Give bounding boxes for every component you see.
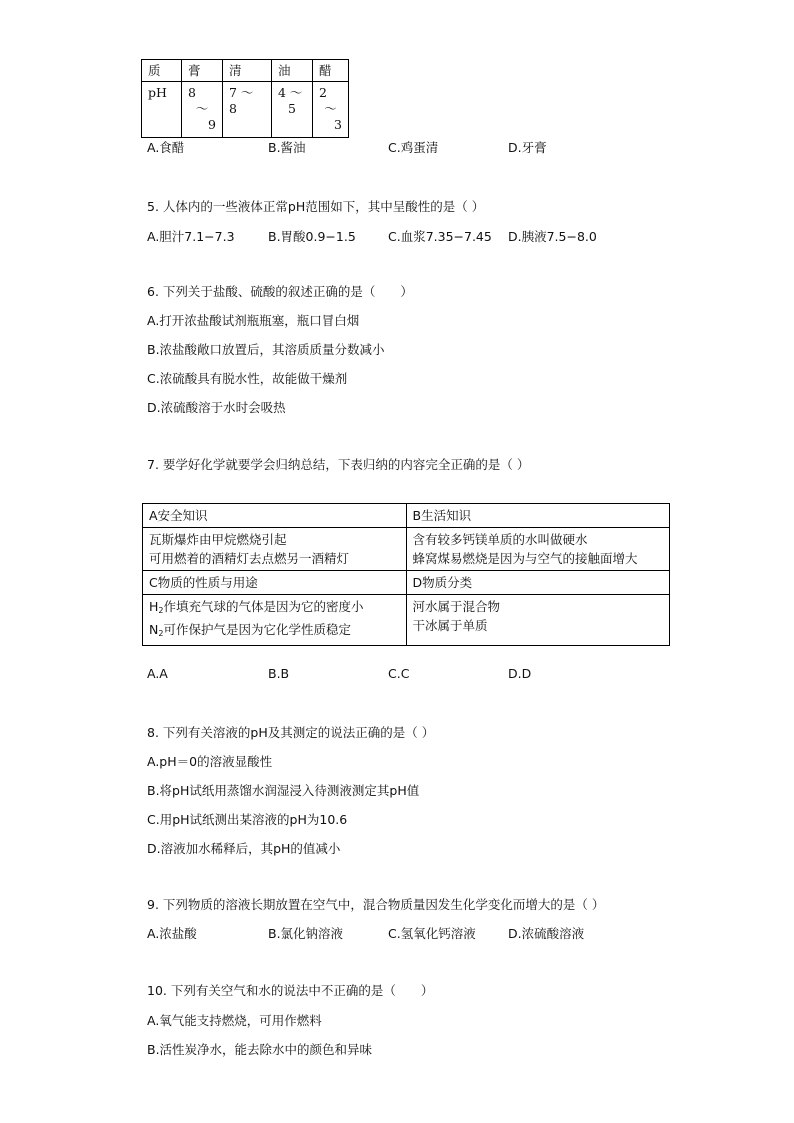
q9-option-b[interactable]: B.氯化钠溶液 (268, 926, 344, 941)
q7-cell-b-body: 含有较多钙镁单质的水叫做硬水 蜂窝煤易燃烧是因为与空气的接触面增大 (406, 528, 670, 571)
q5-option-a[interactable]: A.胆汁7.1−7.3 (147, 229, 235, 244)
ph-table-cell: 4 ～ 5 (272, 82, 313, 138)
q8-stem: 8. 下列有关溶液的pH及其测定的说法正确的是（ ） (147, 725, 435, 740)
ph-table-header: 质 (142, 60, 182, 82)
q5-option-c[interactable]: C.血浆7.35−7.45 (388, 229, 492, 244)
q8-option-a[interactable]: A.pH＝0的溶液显酸性 (147, 754, 273, 769)
q7-option-c[interactable]: C.C (388, 666, 410, 681)
q8-option-b[interactable]: B.将pH试纸用蒸馏水润湿浸入待测液测定其pH值 (147, 783, 420, 798)
q7-option-d[interactable]: D.D (508, 666, 532, 681)
q10-option-a[interactable]: A.氧气能支持燃烧，可用作燃料 (147, 1013, 322, 1028)
q7-option-b[interactable]: B.B (268, 666, 290, 681)
q6-option-c[interactable]: C.浓硫酸具有脱水性，故能做干燥剂 (147, 371, 348, 386)
q4-option-c[interactable]: C.鸡蛋清 (388, 140, 439, 155)
ph-table-header: 膏 (182, 60, 223, 82)
q9-option-d[interactable]: D.浓硫酸溶液 (508, 926, 585, 941)
q7-table-row (143, 504, 670, 528)
q4-option-d[interactable]: D.牙膏 (508, 140, 547, 155)
ph-table-value-row (142, 82, 349, 138)
ph-table (141, 59, 349, 138)
q5-stem: 5. 人体内的一些液体正常pH范围如下，其中呈酸性的是（ ） (147, 199, 485, 214)
ph-table-row-label: pH (142, 82, 182, 138)
ph-table-cell: 2 ～ 3 (313, 82, 349, 138)
q10-stem: 10. 下列有关空气和水的说法中不正确的是（ ） (147, 983, 434, 998)
ph-table-header: 醋 (313, 60, 349, 82)
q9-option-c[interactable]: C.氢氧化钙溶液 (388, 926, 476, 941)
ph-table-header: 油 (272, 60, 313, 82)
q7-cell-a-body: 瓦斯爆炸由甲烷燃烧引起 可用燃着的酒精灯去点燃另一酒精灯 (143, 528, 407, 571)
q7-option-a[interactable]: A.A (147, 666, 168, 681)
q9-stem: 9. 下列物质的溶液长期放置在空气中，混合物质量因发生化学变化而增大的是（ ） (147, 897, 605, 912)
q8-option-c[interactable]: C.用pH试纸测出某溶液的pH为10.6 (147, 812, 348, 827)
q5-option-d[interactable]: D.胰液7.5−8.0 (508, 229, 597, 244)
q7-table-row (143, 528, 670, 571)
q4-option-b[interactable]: B.酱油 (268, 140, 306, 155)
q9-option-a[interactable]: A.浓盐酸 (147, 926, 197, 941)
q7-stem: 7. 要学好化学就要学会归纳总结，下表归纳的内容完全正确的是（ ） (147, 457, 530, 472)
ph-table-header-row (142, 60, 349, 82)
q7-cell-d-head: D物质分类 (406, 571, 670, 595)
q6-option-b[interactable]: B.浓盐酸敞口放置后，其溶质质量分数减小 (147, 342, 385, 357)
q6-stem: 6. 下列关于盐酸、硫酸的叙述正确的是（ ） (147, 284, 413, 299)
q6-option-d[interactable]: D.浓硫酸溶于水时会吸热 (147, 400, 286, 415)
ph-table-cell: 8 ～ 9 (182, 82, 223, 138)
q8-option-d[interactable]: D.溶液加水稀释后，其pH的值减小 (147, 841, 341, 856)
ph-table-cell: 7 ～ 8 (223, 82, 272, 138)
q7-cell-c-head: C物质的性质与用途 (143, 571, 407, 595)
ph-table-header: 清 (223, 60, 272, 82)
q7-summary-table (142, 503, 670, 646)
q5-option-b[interactable]: B.胃酸0.9−1.5 (268, 229, 356, 244)
q7-cell-b-head: B生活知识 (406, 504, 670, 528)
q4-option-a[interactable]: A.食醋 (147, 140, 185, 155)
q7-table-row (143, 595, 670, 646)
q10-option-b[interactable]: B.活性炭净水，能去除水中的颜色和异味 (147, 1042, 373, 1057)
q7-cell-c-body: $H_2$作填充气球的气体是因为它的密度小 $N_2$可作保护气是因为它化学性质稳定 (143, 595, 407, 646)
q7-cell-a-head: A安全知识 (143, 504, 407, 528)
q7-table-row (143, 571, 670, 595)
q6-option-a[interactable]: A.打开浓盐酸试剂瓶瓶塞，瓶口冒白烟 (147, 313, 360, 328)
q7-cell-d-body: 河水属于混合物 干冰属于单质 (406, 595, 670, 646)
